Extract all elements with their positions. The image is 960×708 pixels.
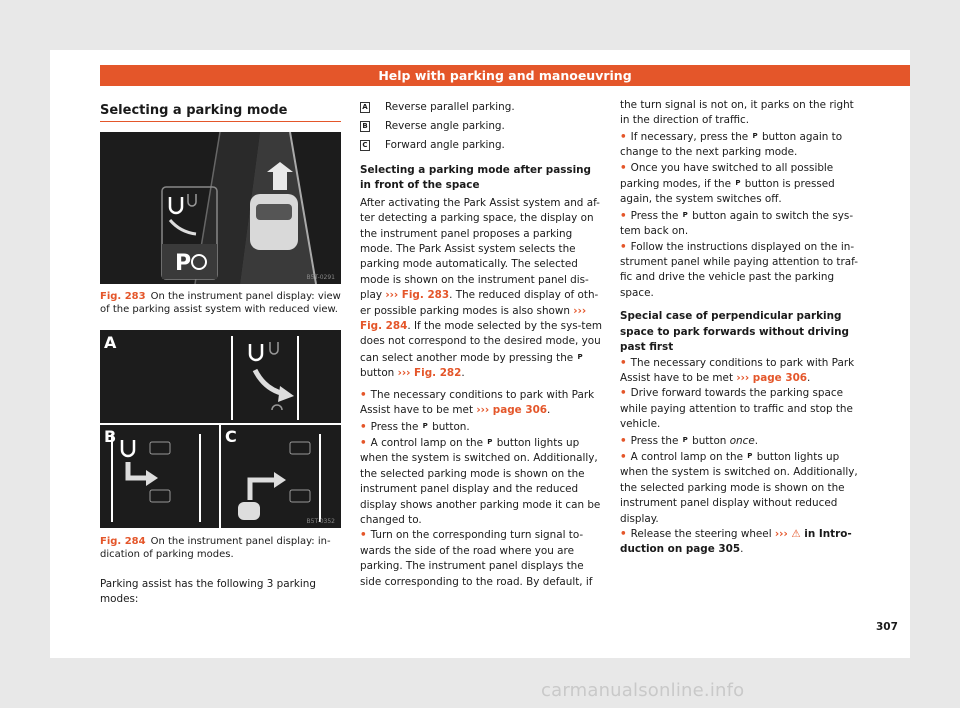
page-306-link[interactable]: ››› page 306 [736, 371, 808, 384]
figure-283-caption [100, 290, 341, 316]
caption-text: On the instrument panel display: view of the parking assist system with reduced view. [100, 291, 341, 315]
park-button-icon: P [577, 352, 583, 361]
figure-code: B5T-0352 [306, 518, 335, 525]
bullet-control-lamp: • A control lamp on the P button lights up when the system is switched on. Additionally, the selected parking mode is shown on the instrument panel display and the reduced display shows another parking mode it can be changed to. [360, 435, 605, 528]
park-button-icon: P [747, 451, 753, 460]
park-button-icon: P [682, 210, 688, 219]
mode-label: Reverse parallel parking. [385, 100, 515, 113]
page-306-link[interactable]: ››› page 306 [476, 404, 548, 417]
figure-number: Fig. 284 [100, 536, 146, 547]
mode-item-c [360, 136, 605, 155]
section-title: Selecting a parking mode [100, 101, 341, 122]
mode-key-box: C [360, 140, 370, 151]
park-button-icon: P [735, 179, 741, 188]
figure-code: B5T-0291 [306, 274, 335, 281]
intro-paragraph: Parking assist has the following 3 parking modes: [100, 578, 316, 606]
figure-number: Fig. 283 [100, 291, 146, 302]
manual-page [50, 50, 910, 658]
warning-link[interactable]: ››› ⚠ [774, 527, 801, 540]
fig-283-link[interactable]: ››› Fig. 283 [385, 289, 450, 302]
park-button-icon: P [487, 437, 493, 446]
bullet-switch-on: • Press the P button again to switch the sys-tem back on. [620, 208, 860, 240]
fig-282-link[interactable]: ››› Fig. 282 [397, 367, 462, 380]
bullet-switch-off: • Once you have switched to all possible parking modes, if the P button is pressed again, the system switches off. [620, 161, 860, 208]
bullet-press-once: • Press the P button once. [620, 433, 860, 449]
figure-284-image [100, 330, 341, 528]
park-button-icon: P [422, 421, 428, 430]
mode-item-a [360, 98, 605, 117]
bullet-press-button: • Press the P button. [360, 419, 605, 435]
watermark: carmanualsonline.info [541, 680, 745, 701]
column-middle [360, 98, 605, 590]
chapter-header: Help with parking and manoeuvring [100, 65, 910, 86]
bullet-release-wheel: • Release the steering wheel ››› ⚠ in Intro-duction on page 305. [620, 527, 860, 558]
bullet-next-mode: • If necessary, press the P button again to change to the next parking mode. [620, 129, 860, 161]
figure-284-caption [100, 535, 341, 561]
page-number: 307 [876, 621, 898, 633]
bullet-turn-signal: • Turn on the corresponding turn signal to-wards the side of the road where you are parking. The instrument panel displays the side corresponding to the road. By default, if [360, 528, 605, 590]
panel-label-c: C [225, 427, 237, 446]
mode-label: Forward angle parking. [385, 138, 505, 151]
park-button-icon: P [752, 131, 758, 140]
parking-modes-illustration [100, 330, 341, 528]
panel-label-a: A [104, 333, 117, 352]
panel-label-b: B [104, 427, 117, 446]
figure-283-image [100, 132, 341, 284]
mode-key-box: A [360, 102, 370, 113]
subheading-passing: Selecting a parking mode after passing in front of the space [360, 164, 591, 192]
mode-item-b [360, 117, 605, 136]
bullet-control-lamp-2: • A control lamp on the P button lights up when the system is switched on. Additionally, the selected parking mode is shown on the instrument panel display without reduced display. [620, 449, 860, 527]
parking-display-illustration [100, 132, 341, 284]
continued-text: the turn signal is not on, it parks on the right in the direction of traffic. [620, 99, 854, 127]
park-button-icon: P [682, 435, 688, 444]
warning-triangle-icon: ⚠ [791, 527, 801, 540]
paragraph-selection: After activating the Park Assist system and af-ter detecting a parking space, the display on the instrument panel proposes a parking mode. The Park Assist system selects the parking mode automatically. The selected mode is shown on the instrument panel dis-play ››› Fig. 283. The reduced display of oth-er possible parking modes is also shown ››› Fig. 284. If the mode selected by the sys-tem does not correspond to the desired mode, you can select another mode by pressing the P button ››› Fig. 282. [360, 196, 602, 380]
fig-284-link[interactable]: ››› Fig. 284 [360, 304, 587, 333]
subheading-special-case: Special case of perpendicular parking space to park forwards without driving past first [620, 310, 849, 354]
mode-key-box: B [360, 121, 370, 132]
column-right [620, 98, 860, 558]
bullet-conditions: • The necessary conditions to park with Park Assist have to be met ››› page 306. [360, 388, 605, 419]
caption-text: On the instrument panel display: in-dication of parking modes. [100, 536, 331, 560]
bullet-follow-instructions: • Follow the instructions displayed on the in-strument panel while paying attention to traf-fic and drive the vehicle past the parking space. [620, 240, 860, 302]
mode-label: Reverse angle parking. [385, 119, 505, 132]
bullet-conditions-2: • The necessary conditions to park with Park Assist have to be met ››› page 306. [620, 356, 860, 387]
p-button-glyph: P [175, 251, 192, 276]
bullet-drive-forward: • Drive forward towards the parking space while paying attention to traffic and stop the vehicle. [620, 386, 860, 432]
